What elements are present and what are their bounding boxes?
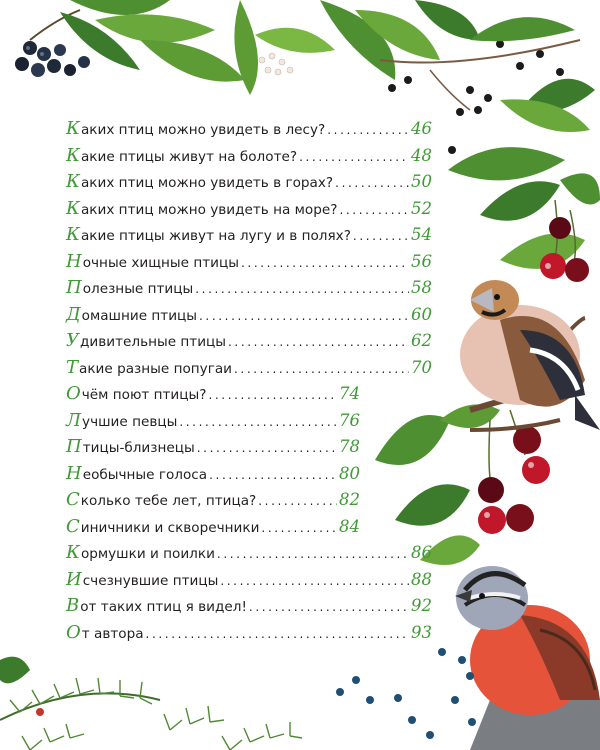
toc-page-number: 80: [339, 463, 360, 483]
dot-leader: [228, 335, 409, 349]
toc-title-text: очные хищные птицы: [82, 254, 239, 271]
dot-leader: [234, 362, 409, 376]
toc-title-text: дивительные птицы: [80, 334, 227, 350]
toc-entry-title: [66, 145, 297, 166]
toc-initial-letter: Н: [66, 462, 82, 484]
toc-title-text: счезнувшие птицы: [82, 572, 219, 589]
toc-title-text: аких птиц можно увидеть в лесу?: [80, 122, 326, 138]
toc-title-text: акие птицы живут на лугу и в полях?: [80, 228, 351, 244]
toc-initial-letter: С: [66, 515, 80, 537]
toc-entry-title: [66, 463, 207, 484]
toc-entry[interactable]: [66, 516, 360, 543]
toc-initial-letter: К: [66, 224, 80, 245]
toc-initial-letter: К: [66, 197, 80, 219]
toc-entry-title: [66, 198, 337, 219]
toc-initial-letter: С: [66, 489, 80, 510]
toc-initial-letter: Т: [66, 356, 79, 378]
toc-title-text: учшие певцы: [82, 413, 178, 430]
toc-entry[interactable]: [66, 357, 432, 384]
toc-title-text: аких птиц можно увидеть в горах?: [80, 175, 334, 191]
toc-title-text: чём поют птицы?: [81, 387, 207, 403]
dot-leader: [220, 574, 409, 588]
toc-title-text: олезные птицы: [82, 281, 194, 297]
toc-page-number: 54: [411, 225, 432, 244]
toc-entry[interactable]: [66, 489, 360, 516]
toc-entry[interactable]: [66, 410, 360, 437]
dot-leader: [208, 388, 337, 402]
dot-leader: [261, 521, 337, 535]
toc-initial-letter: И: [66, 568, 82, 590]
dot-leader: [217, 547, 409, 561]
toc-page-number: 78: [339, 437, 360, 456]
toc-initial-letter: Д: [66, 303, 81, 325]
dot-leader: [195, 282, 409, 296]
dot-leader: [249, 600, 409, 614]
toc-entry[interactable]: [66, 542, 432, 569]
dot-leader: [199, 309, 409, 323]
dot-leader: [209, 468, 337, 482]
toc-entry-title: [66, 383, 206, 404]
dot-leader: [335, 176, 409, 190]
toc-entry[interactable]: [66, 330, 432, 357]
toc-initial-letter: Л: [66, 409, 82, 431]
toc-title-text: колько тебе лет, птица?: [80, 493, 257, 509]
toc-initial-letter: К: [66, 171, 80, 192]
dot-leader: [146, 627, 409, 641]
dot-leader: [241, 256, 409, 270]
toc-page-number: 92: [411, 596, 432, 615]
toc-entry-title: [66, 516, 259, 537]
toc-initial-letter: К: [66, 144, 80, 166]
toc-page-number: 88: [411, 569, 432, 589]
toc-initial-letter: П: [66, 277, 82, 298]
toc-title-text: ормушки и поилки: [80, 546, 215, 562]
toc-entry-title: [66, 569, 218, 590]
bunting-bird-icon: [455, 566, 600, 750]
toc-entry[interactable]: [66, 224, 432, 251]
top-leaves-icon: [60, 0, 480, 110]
toc-entry[interactable]: [66, 171, 432, 198]
toc-title-text: омашние птицы: [81, 307, 198, 324]
toc-entry[interactable]: [66, 251, 432, 278]
toc-entry[interactable]: [66, 436, 360, 463]
toc-page-number: 58: [411, 278, 432, 297]
toc-entry[interactable]: [66, 198, 432, 225]
toc-page-number: 48: [411, 145, 432, 165]
toc-entry[interactable]: [66, 463, 360, 490]
toc-entry-title: [66, 330, 226, 351]
toc-entry[interactable]: [66, 277, 432, 304]
juniper-branch-icon: [0, 648, 476, 750]
hawfinch-bird-icon: [460, 280, 600, 430]
toc-page-number: 86: [411, 543, 432, 562]
toc-title-text: акие птицы живут на болоте?: [80, 148, 298, 165]
toc-page-number: 50: [411, 172, 432, 191]
toc-title-text: аких птиц можно увидеть на море?: [80, 201, 338, 218]
toc-page-number: 93: [411, 622, 432, 642]
toc-title-text: акие разные попугаи: [79, 360, 233, 377]
toc-page-number: 70: [411, 357, 432, 377]
toc-title-text: тицы-близнецы: [82, 440, 195, 456]
toc-title-text: т автора: [81, 625, 144, 642]
toc-title-text: иничники и скворечники: [80, 519, 260, 536]
toc-list: [66, 118, 432, 648]
toc-entry-title: [66, 118, 325, 139]
dot-leader: [197, 441, 337, 455]
toc-title-text: от таких птиц я видел!: [80, 599, 247, 615]
toc-entry-title: [66, 277, 193, 298]
toc-page-number: 84: [339, 516, 360, 536]
toc-initial-letter: Н: [66, 250, 82, 272]
toc-page-number: 52: [411, 198, 432, 218]
toc-entry-title: [66, 251, 239, 272]
toc-title-text: еобычные голоса: [82, 466, 208, 483]
toc-initial-letter: П: [66, 436, 82, 457]
toc-page-number: 46: [411, 119, 432, 138]
toc-initial-letter: К: [66, 542, 80, 563]
toc-page-number: 76: [339, 410, 360, 430]
toc-initial-letter: К: [66, 118, 80, 139]
toc-entry-title: [66, 542, 215, 563]
toc-entry-title: [66, 595, 247, 616]
toc-entry-title: [66, 224, 351, 245]
toc-entry[interactable]: [66, 118, 432, 145]
toc-initial-letter: У: [66, 330, 80, 351]
toc-page-number: 82: [339, 490, 360, 509]
toc-page-number: 56: [411, 251, 432, 271]
toc-page-number: 60: [411, 304, 432, 324]
toc-entry[interactable]: [66, 145, 432, 172]
toc-entry[interactable]: [66, 383, 360, 410]
toc-initial-letter: В: [66, 595, 80, 616]
dot-leader: [179, 415, 337, 429]
dot-leader: [353, 229, 409, 243]
dot-leader: [258, 494, 337, 508]
toc-page-number: 62: [411, 331, 432, 350]
toc-entry-title: [66, 622, 144, 643]
toc-entry-title: [66, 304, 197, 325]
toc-entry[interactable]: [66, 595, 432, 622]
toc-entry-title: [66, 436, 195, 457]
toc-entry-title: [66, 357, 232, 378]
dot-leader: [327, 123, 409, 137]
toc-entry[interactable]: [66, 569, 432, 596]
toc-initial-letter: О: [66, 383, 81, 404]
toc-entry-title: [66, 410, 177, 431]
toc-page-number: 74: [339, 384, 360, 403]
dot-leader: [339, 203, 409, 217]
toc-entry-title: [66, 489, 256, 510]
toc-initial-letter: О: [66, 621, 81, 643]
toc-entry[interactable]: [66, 304, 432, 331]
toc-entry-title: [66, 171, 333, 192]
toc-entry[interactable]: [66, 622, 432, 649]
dot-leader: [299, 150, 409, 164]
